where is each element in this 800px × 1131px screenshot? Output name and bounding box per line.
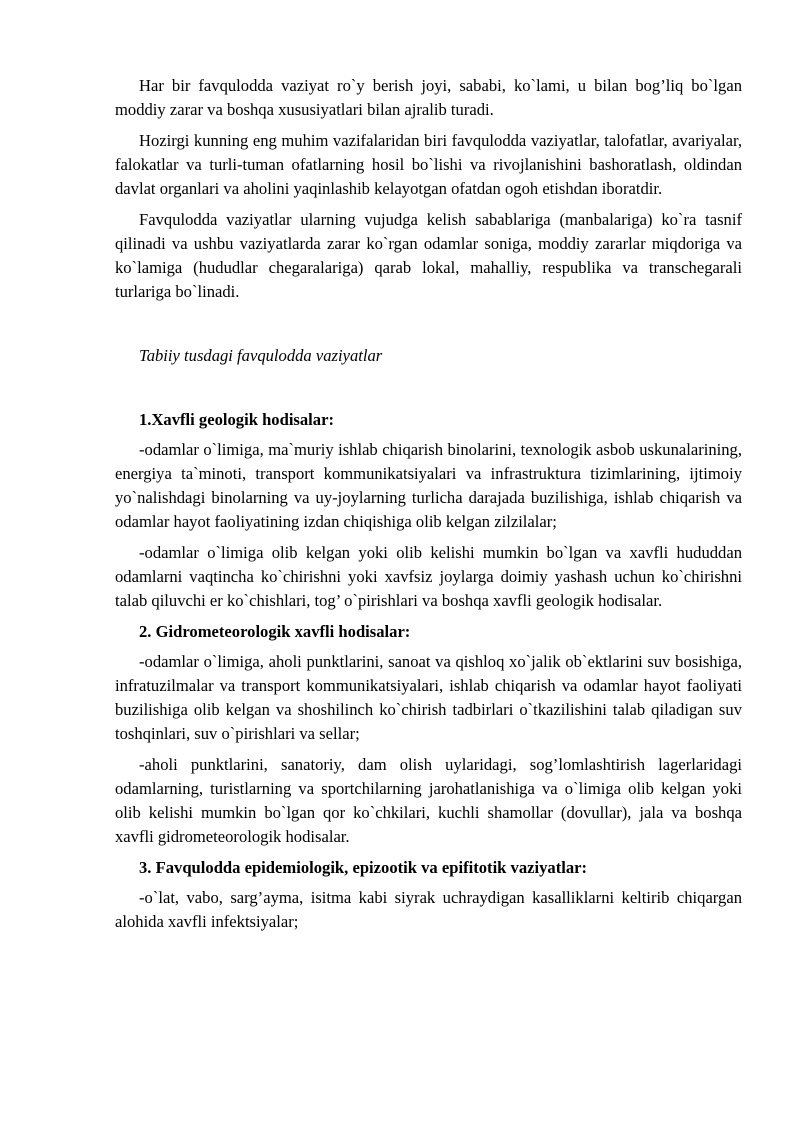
intro-paragraph-2: Hozirgi kunning eng muhim vazifalaridan biri favqulodda vaziyatlar, talofatlar, avariyalar, falokatlar va turli-tuman ofatlarning hosil bo`lishi va rivojlanishini bashoratlash, oldindan davlat organlari va aholini yaqinlashib kelayotgan ofatdan ogoh etishdan iboratdir. xyxy=(115,131,742,198)
heading-hydrometeorological: 2. Gidrometeorologik xavfli hodisalar: xyxy=(139,622,411,641)
document-page xyxy=(115,74,742,941)
geologic-paragraph-1: -odamlar o`limiga, ma`muriy ishlab chiqarish binolarini, texnologik asbob uskunalarining, energiya ta`minoti, transport kommunikatsiyalari va infrastruktura tizimlarining, ijtimoiy yo`nalishdagi binolarning va uy-joylarning turlicha darajada buzilishiga, ishlab chiqarish va odamlar hayot faoliyatining izdan chiqishiga olib kelgan zilzilalar; xyxy=(115,440,742,531)
intro-paragraph-1: Har bir favqulodda vaziyat ro`y berish joyi, sababi, ko`lami, u bilan bog’liq bo`lgan moddiy zarar va boshqa xususiyatlari bilan ajralib turadi. xyxy=(115,76,742,119)
heading-epidemiological: 3. Favqulodda epidemiologik, epizootik va epifitotik vaziyatlar: xyxy=(139,858,588,877)
hydromet-paragraph-1: -odamlar o`limiga, aholi punktlarini, sanoat va qishloq xo`jalik ob`ektlarini suv bosishiga, infratuzilmalar va transport kommunikatsiyalari, ishlab chiqarish va odamlar hayot faoliyati buzilishiga olib kelgan va shoshilinch ko`chirish tadbirlari o`tkazilishini talab qiladigan suv toshqinlari, suv o`pirishlari va sellar; xyxy=(115,652,742,743)
heading-geologic: 1.Xavfli geologik hodisalar: xyxy=(139,410,334,429)
geologic-paragraph-2: -odamlar o`limiga olib kelgan yoki olib kelishi mumkin bo`lgan va xavfli hududdan odamlarni vaqtincha ko`chirishni yoki xavfsiz joylarga doimiy yashash uchun ko`chirishni talab qiluvchi er ko`chishlari, tog’ o`pirishlari va boshqa xavfli geologik hodisalar. xyxy=(115,543,742,610)
intro-paragraph-3: Favqulodda vaziyatlar ularning vujudga kelish sabablariga (manbalariga) ko`ra tasnif qilinadi va ushbu vaziyatlarda zarar ko`rgan odamlar soniga, moddiy zararlar miqdoriga va ko`lamiga (hududlar chegaralariga) qarab lokal, mahalliy, respublika va transchegarali turlariga bo`linadi. xyxy=(115,210,742,301)
epidemiological-paragraph-1: -o`lat, vabo, sarg’ayma, isitma kabi siyrak uchraydigan kasalliklarni keltirib chiqargan alohida xavfli infektsiyalar; xyxy=(115,888,742,931)
section-title: Tabiiy tusdagi favqulodda vaziyatlar xyxy=(139,346,383,365)
hydromet-paragraph-2: -aholi punktlarini, sanatoriy, dam olish uylaridagi, sog’lomlashtirish lagerlaridagi odamlarning, turistlarning va sportchilarning jarohatlanishiga va o`limiga olib kelgan yoki olib kelishi mumkin bo`lgan qor ko`chkilari, kuchli shamollar (dovullar), jala va boshqa xavfli gidrometeorologik hodisalar. xyxy=(115,755,742,846)
